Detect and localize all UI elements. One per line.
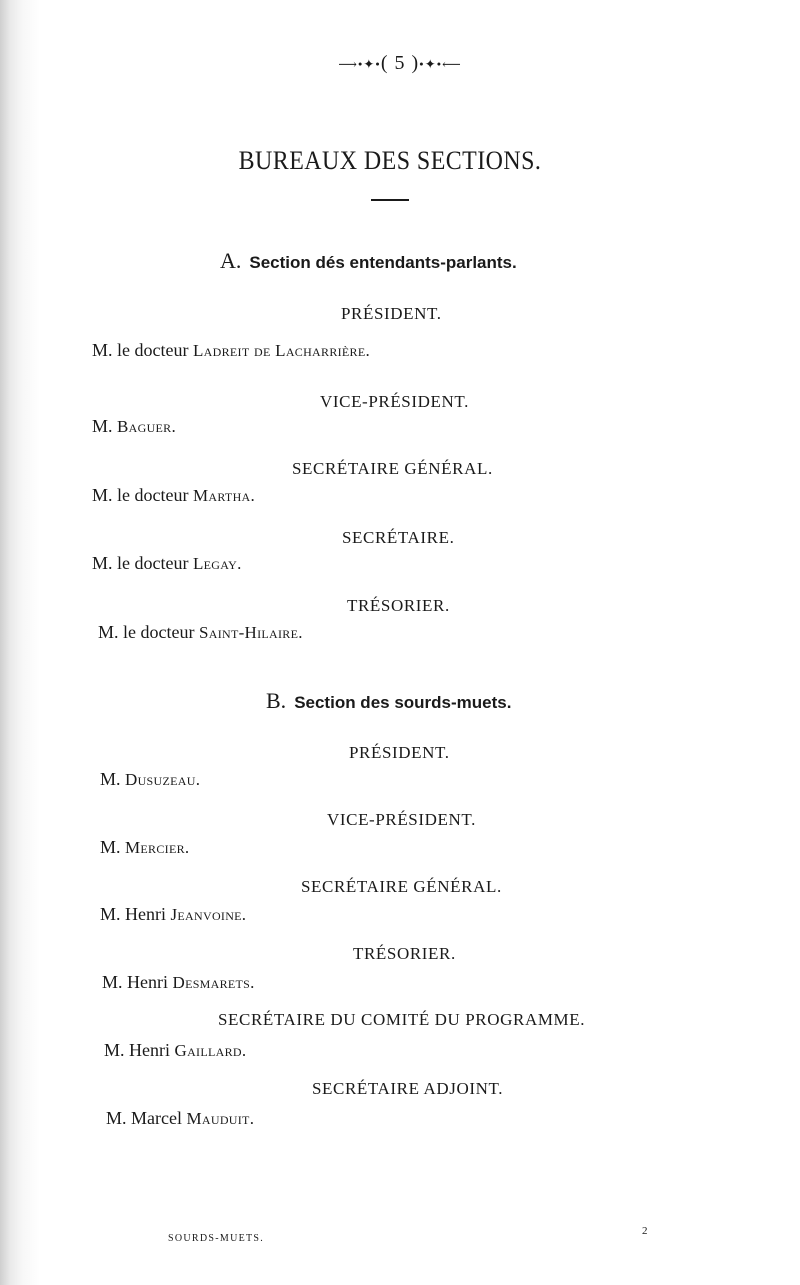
person-name: Jeanvoine. [170, 905, 247, 924]
section-a-person-treasurer [98, 622, 303, 643]
section-b-title: Section des sourds-muets. [294, 693, 512, 712]
page-title: BUREAUX DES SECTIONS. [238, 146, 542, 175]
section-b-person-treasurer [102, 972, 255, 993]
section-b-role-president: PRÉSIDENT. [349, 743, 450, 762]
person-prefix: M. Marcel [106, 1108, 187, 1128]
section-a-person-secretary-general [92, 485, 255, 506]
person-name: Saint-Hilaire. [198, 623, 303, 642]
section-b-person-president [100, 769, 200, 790]
section-a-person-secretary [92, 553, 242, 574]
person-prefix: M. Henri [104, 1040, 175, 1060]
section-b-person-program-committee-secretary [104, 1040, 246, 1061]
title-rule [371, 199, 409, 201]
signature-mark: SOURDS-MUETS. [168, 1233, 265, 1244]
person-prefix: M. Henri [102, 972, 173, 992]
section-a-role-president: PRÉSIDENT. [341, 304, 442, 323]
section-a-role-treasurer: TRÉSORIER. [347, 596, 450, 615]
person-prefix: M. [100, 837, 126, 857]
section-a-role-secretary: SECRÉTAIRE. [342, 528, 455, 547]
person-prefix: M. le docteur [92, 340, 193, 360]
section-b-role-vice-president: VICE-PRÉSIDENT. [327, 810, 476, 829]
section-b-letter: B. [266, 688, 287, 713]
section-a-heading [220, 248, 517, 274]
section-b-person-vice-president [100, 837, 189, 858]
person-name: Martha. [192, 486, 256, 505]
person-prefix: M. [100, 769, 126, 789]
folio-left-ornament: ⟶•✦• [338, 56, 381, 72]
section-b-role-secretary-general: SECRÉTAIRE GÉNÉRAL. [301, 877, 502, 896]
sheet-number: 2 [642, 1225, 648, 1237]
person-prefix: M. le docteur [98, 622, 199, 642]
person-prefix: M. Henri [100, 904, 171, 924]
section-b-person-assistant-secretary [106, 1108, 254, 1129]
folio-right-ornament: •✦•⟵ [419, 56, 462, 72]
person-name: Dusuzeau. [125, 770, 201, 789]
section-b-role-program-committee-secretary: SECRÉTAIRE DU COMITÉ DU PROGRAMME. [218, 1010, 586, 1029]
person-name: Desmarets. [172, 973, 255, 992]
person-name: Legay. [192, 554, 242, 573]
section-b-role-assistant-secretary: SECRÉTAIRE ADJOINT. [312, 1079, 504, 1098]
section-a-role-secretary-general: SECRÉTAIRE GÉNÉRAL. [292, 459, 493, 478]
section-a-role-vice-president: VICE-PRÉSIDENT. [320, 392, 469, 411]
section-b-person-secretary-general [100, 904, 246, 925]
section-b-heading [266, 688, 511, 714]
section-a-title: Section dés entendants-parlants. [249, 253, 517, 272]
section-a-letter: A. [220, 248, 242, 273]
section-b-role-treasurer: TRÉSORIER. [353, 944, 456, 963]
person-prefix: M. le docteur [92, 485, 193, 505]
person-name: Ladreit de Lacharrière. [192, 341, 371, 360]
person-name: Gaillard. [174, 1041, 247, 1060]
person-name: Baguer. [117, 417, 177, 436]
section-a-person-president [92, 340, 370, 361]
person-name: Mauduit. [186, 1109, 255, 1128]
page-number: ( 5 ) [380, 52, 420, 74]
page-folio [0, 52, 800, 75]
person-name: Mercier. [125, 838, 190, 857]
section-a-person-vice-president [92, 416, 176, 437]
person-prefix: M. le docteur [92, 553, 193, 573]
person-prefix: M. [92, 416, 118, 436]
